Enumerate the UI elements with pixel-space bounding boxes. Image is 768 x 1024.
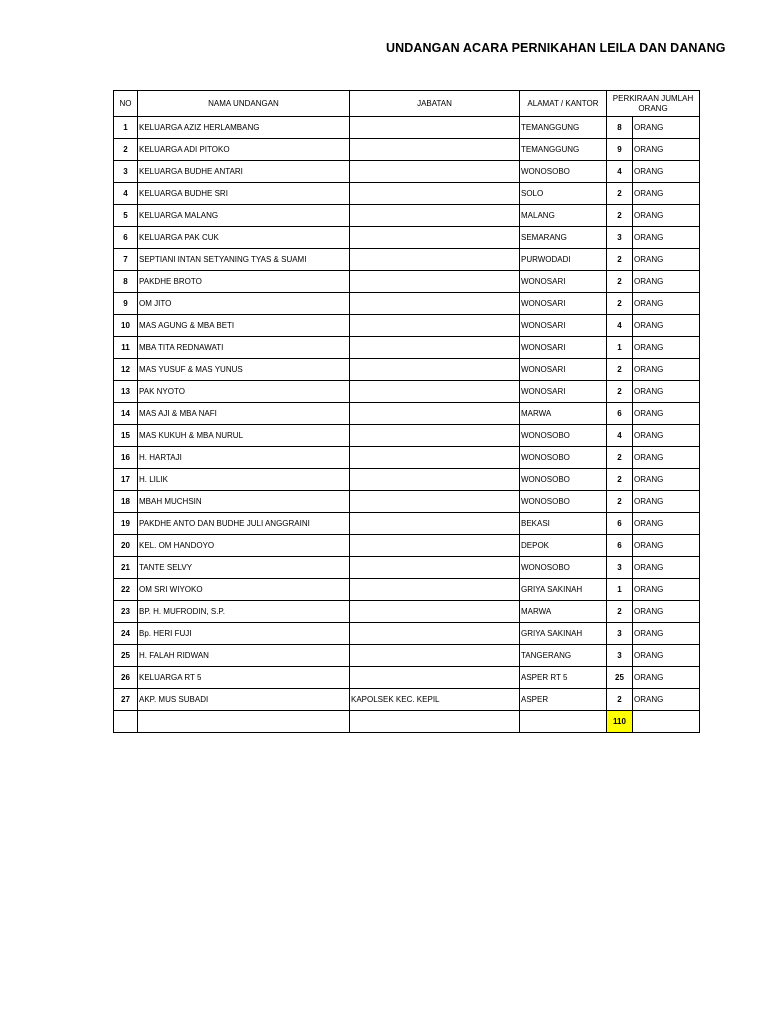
- table-row: [114, 425, 700, 447]
- row-name: PAKDHE BROTO: [138, 271, 350, 293]
- row-position: [350, 513, 520, 535]
- row-name: PAK NYOTO: [138, 381, 350, 403]
- row-unit: ORANG: [633, 645, 700, 667]
- row-unit: ORANG: [633, 469, 700, 491]
- row-unit: ORANG: [633, 227, 700, 249]
- row-no: 6: [114, 227, 138, 249]
- row-no: 19: [114, 513, 138, 535]
- row-no: 25: [114, 645, 138, 667]
- row-no: 7: [114, 249, 138, 271]
- row-position: [350, 491, 520, 513]
- table-row: [114, 535, 700, 557]
- row-count: 4: [607, 425, 633, 447]
- row-position: [350, 117, 520, 139]
- row-no: 15: [114, 425, 138, 447]
- total-row: [114, 711, 700, 733]
- row-name: OM SRI WIYOKO: [138, 579, 350, 601]
- row-position: [350, 535, 520, 557]
- row-no: 23: [114, 601, 138, 623]
- row-unit: ORANG: [633, 601, 700, 623]
- row-unit: ORANG: [633, 667, 700, 689]
- row-address: WONOSOBO: [520, 557, 607, 579]
- row-position: [350, 337, 520, 359]
- row-position: [350, 601, 520, 623]
- row-no: 11: [114, 337, 138, 359]
- header-no: NO: [114, 91, 138, 117]
- row-name: MAS KUKUH & MBA NURUL: [138, 425, 350, 447]
- row-name: BP. H. MUFRODIN, S.P.: [138, 601, 350, 623]
- row-no: 22: [114, 579, 138, 601]
- row-count: 6: [607, 513, 633, 535]
- table-row: [114, 469, 700, 491]
- row-name: SEPTIANI INTAN SETYANING TYAS & SUAMI: [138, 249, 350, 271]
- row-position: [350, 425, 520, 447]
- table-row: [114, 623, 700, 645]
- row-position: [350, 623, 520, 645]
- row-address: MARWA: [520, 403, 607, 425]
- row-address: WONOSARI: [520, 359, 607, 381]
- document-title: UNDANGAN ACARA PERNIKAHAN LEILA DAN DANANG: [386, 41, 726, 55]
- table-row: [114, 183, 700, 205]
- row-unit: ORANG: [633, 337, 700, 359]
- row-unit: ORANG: [633, 579, 700, 601]
- row-count: 4: [607, 161, 633, 183]
- table-row: [114, 337, 700, 359]
- empty-cell: [138, 711, 350, 733]
- empty-cell: [114, 711, 138, 733]
- table-row: [114, 557, 700, 579]
- row-name: KEL. OM HANDOYO: [138, 535, 350, 557]
- row-no: 12: [114, 359, 138, 381]
- row-count: 2: [607, 271, 633, 293]
- row-unit: ORANG: [633, 381, 700, 403]
- row-address: GRIYA SAKINAH: [520, 579, 607, 601]
- row-no: 24: [114, 623, 138, 645]
- table-row: [114, 381, 700, 403]
- row-name: MAS AGUNG & MBA BETI: [138, 315, 350, 337]
- row-count: 9: [607, 139, 633, 161]
- row-no: 26: [114, 667, 138, 689]
- row-address: WONOSARI: [520, 315, 607, 337]
- row-address: WONOSOBO: [520, 469, 607, 491]
- header-address: ALAMAT / KANTOR: [520, 91, 607, 117]
- table-row: [114, 359, 700, 381]
- row-address: ASPER: [520, 689, 607, 711]
- row-unit: ORANG: [633, 513, 700, 535]
- row-position: [350, 469, 520, 491]
- row-address: ASPER RT 5: [520, 667, 607, 689]
- row-unit: ORANG: [633, 535, 700, 557]
- row-no: 1: [114, 117, 138, 139]
- row-address: PURWODADI: [520, 249, 607, 271]
- row-address: WONOSARI: [520, 381, 607, 403]
- row-unit: ORANG: [633, 447, 700, 469]
- row-count: 1: [607, 579, 633, 601]
- row-address: DEPOK: [520, 535, 607, 557]
- row-count: 1: [607, 337, 633, 359]
- row-count: 2: [607, 293, 633, 315]
- table-row: [114, 689, 700, 711]
- row-no: 9: [114, 293, 138, 315]
- row-count: 3: [607, 623, 633, 645]
- row-unit: ORANG: [633, 359, 700, 381]
- row-unit: ORANG: [633, 557, 700, 579]
- row-address: MARWA: [520, 601, 607, 623]
- row-name: KELUARGA ADI PITOKO: [138, 139, 350, 161]
- row-unit: ORANG: [633, 689, 700, 711]
- row-position: [350, 645, 520, 667]
- row-name: MAS YUSUF & MAS YUNUS: [138, 359, 350, 381]
- row-unit: ORANG: [633, 623, 700, 645]
- row-position: [350, 139, 520, 161]
- table-row: [114, 513, 700, 535]
- row-count: 2: [607, 381, 633, 403]
- table-row: [114, 447, 700, 469]
- empty-cell: [633, 711, 700, 733]
- row-no: 4: [114, 183, 138, 205]
- row-count: 3: [607, 227, 633, 249]
- row-name: OM JITO: [138, 293, 350, 315]
- row-address: SEMARANG: [520, 227, 607, 249]
- row-count: 2: [607, 491, 633, 513]
- row-address: TEMANGGUNG: [520, 139, 607, 161]
- row-name: H. LILIK: [138, 469, 350, 491]
- row-position: [350, 403, 520, 425]
- row-no: 27: [114, 689, 138, 711]
- row-name: TANTE SELVY: [138, 557, 350, 579]
- row-unit: ORANG: [633, 117, 700, 139]
- row-count: 3: [607, 645, 633, 667]
- table-row: [114, 271, 700, 293]
- row-unit: ORANG: [633, 183, 700, 205]
- row-position: [350, 227, 520, 249]
- row-name: KELUARGA MALANG: [138, 205, 350, 227]
- empty-cell: [520, 711, 607, 733]
- header-name: NAMA UNDANGAN: [138, 91, 350, 117]
- row-count: 8: [607, 117, 633, 139]
- table-row: [114, 293, 700, 315]
- row-unit: ORANG: [633, 425, 700, 447]
- row-count: 6: [607, 535, 633, 557]
- row-address: MALANG: [520, 205, 607, 227]
- table-row: [114, 205, 700, 227]
- row-count: 2: [607, 447, 633, 469]
- row-name: Bp. HERI FUJI: [138, 623, 350, 645]
- table-row: [114, 161, 700, 183]
- row-address: GRIYA SAKINAH: [520, 623, 607, 645]
- row-position: KAPOLSEK KEC. KEPIL: [350, 689, 520, 711]
- header-position: JABATAN: [350, 91, 520, 117]
- table-row: [114, 667, 700, 689]
- row-position: [350, 161, 520, 183]
- row-unit: ORANG: [633, 271, 700, 293]
- row-no: 8: [114, 271, 138, 293]
- row-unit: ORANG: [633, 315, 700, 337]
- row-address: WONOSARI: [520, 293, 607, 315]
- row-no: 5: [114, 205, 138, 227]
- row-position: [350, 579, 520, 601]
- row-position: [350, 315, 520, 337]
- table-body: [114, 117, 700, 733]
- table-row: [114, 491, 700, 513]
- row-name: KELUARGA BUDHE ANTARI: [138, 161, 350, 183]
- row-position: [350, 249, 520, 271]
- row-no: 13: [114, 381, 138, 403]
- table-row: [114, 579, 700, 601]
- table-row: [114, 645, 700, 667]
- row-address: SOLO: [520, 183, 607, 205]
- header-estimate: PERKIRAAN JUMLAH ORANG: [607, 91, 700, 117]
- table-row: [114, 403, 700, 425]
- row-name: H. FALAH RIDWAN: [138, 645, 350, 667]
- row-address: WONOSOBO: [520, 447, 607, 469]
- row-no: 17: [114, 469, 138, 491]
- table-row: [114, 139, 700, 161]
- row-no: 10: [114, 315, 138, 337]
- row-unit: ORANG: [633, 205, 700, 227]
- table-row: [114, 117, 700, 139]
- row-address: BEKASI: [520, 513, 607, 535]
- row-no: 18: [114, 491, 138, 513]
- row-position: [350, 667, 520, 689]
- row-no: 16: [114, 447, 138, 469]
- row-position: [350, 381, 520, 403]
- row-unit: ORANG: [633, 161, 700, 183]
- row-count: 25: [607, 667, 633, 689]
- row-name: MBAH MUCHSIN: [138, 491, 350, 513]
- row-count: 2: [607, 689, 633, 711]
- row-no: 3: [114, 161, 138, 183]
- row-no: 20: [114, 535, 138, 557]
- row-name: H. HARTAJI: [138, 447, 350, 469]
- row-no: 21: [114, 557, 138, 579]
- table-row: [114, 601, 700, 623]
- row-count: 2: [607, 249, 633, 271]
- row-count: 6: [607, 403, 633, 425]
- row-name: KELUARGA RT 5: [138, 667, 350, 689]
- row-position: [350, 271, 520, 293]
- row-unit: ORANG: [633, 491, 700, 513]
- row-position: [350, 183, 520, 205]
- row-address: WONOSOBO: [520, 161, 607, 183]
- table-header-row: [114, 91, 700, 117]
- table-row: [114, 227, 700, 249]
- row-count: 2: [607, 183, 633, 205]
- row-no: 2: [114, 139, 138, 161]
- row-name: KELUARGA AZIZ HERLAMBANG: [138, 117, 350, 139]
- guest-table: [113, 90, 700, 733]
- row-address: WONOSARI: [520, 337, 607, 359]
- row-unit: ORANG: [633, 293, 700, 315]
- row-count: 3: [607, 557, 633, 579]
- row-position: [350, 359, 520, 381]
- empty-cell: [350, 711, 520, 733]
- row-name: KELUARGA BUDHE SRI: [138, 183, 350, 205]
- row-name: MAS AJI & MBA NAFI: [138, 403, 350, 425]
- row-unit: ORANG: [633, 139, 700, 161]
- row-unit: ORANG: [633, 249, 700, 271]
- row-address: TANGERANG: [520, 645, 607, 667]
- row-address: TEMANGGUNG: [520, 117, 607, 139]
- table-row: [114, 249, 700, 271]
- row-position: [350, 293, 520, 315]
- row-count: 4: [607, 315, 633, 337]
- row-no: 14: [114, 403, 138, 425]
- row-count: 2: [607, 205, 633, 227]
- row-position: [350, 447, 520, 469]
- row-name: PAKDHE ANTO DAN BUDHE JULI ANGGRAINI: [138, 513, 350, 535]
- row-count: 2: [607, 601, 633, 623]
- row-position: [350, 557, 520, 579]
- table-row: [114, 315, 700, 337]
- total-count: 110: [607, 711, 633, 733]
- row-address: WONOSOBO: [520, 491, 607, 513]
- row-name: AKP. MUS SUBADI: [138, 689, 350, 711]
- row-address: WONOSOBO: [520, 425, 607, 447]
- row-position: [350, 205, 520, 227]
- row-name: MBA TITA REDNAWATI: [138, 337, 350, 359]
- row-unit: ORANG: [633, 403, 700, 425]
- row-address: WONOSARI: [520, 271, 607, 293]
- row-count: 2: [607, 359, 633, 381]
- row-name: KELUARGA PAK CUK: [138, 227, 350, 249]
- row-count: 2: [607, 469, 633, 491]
